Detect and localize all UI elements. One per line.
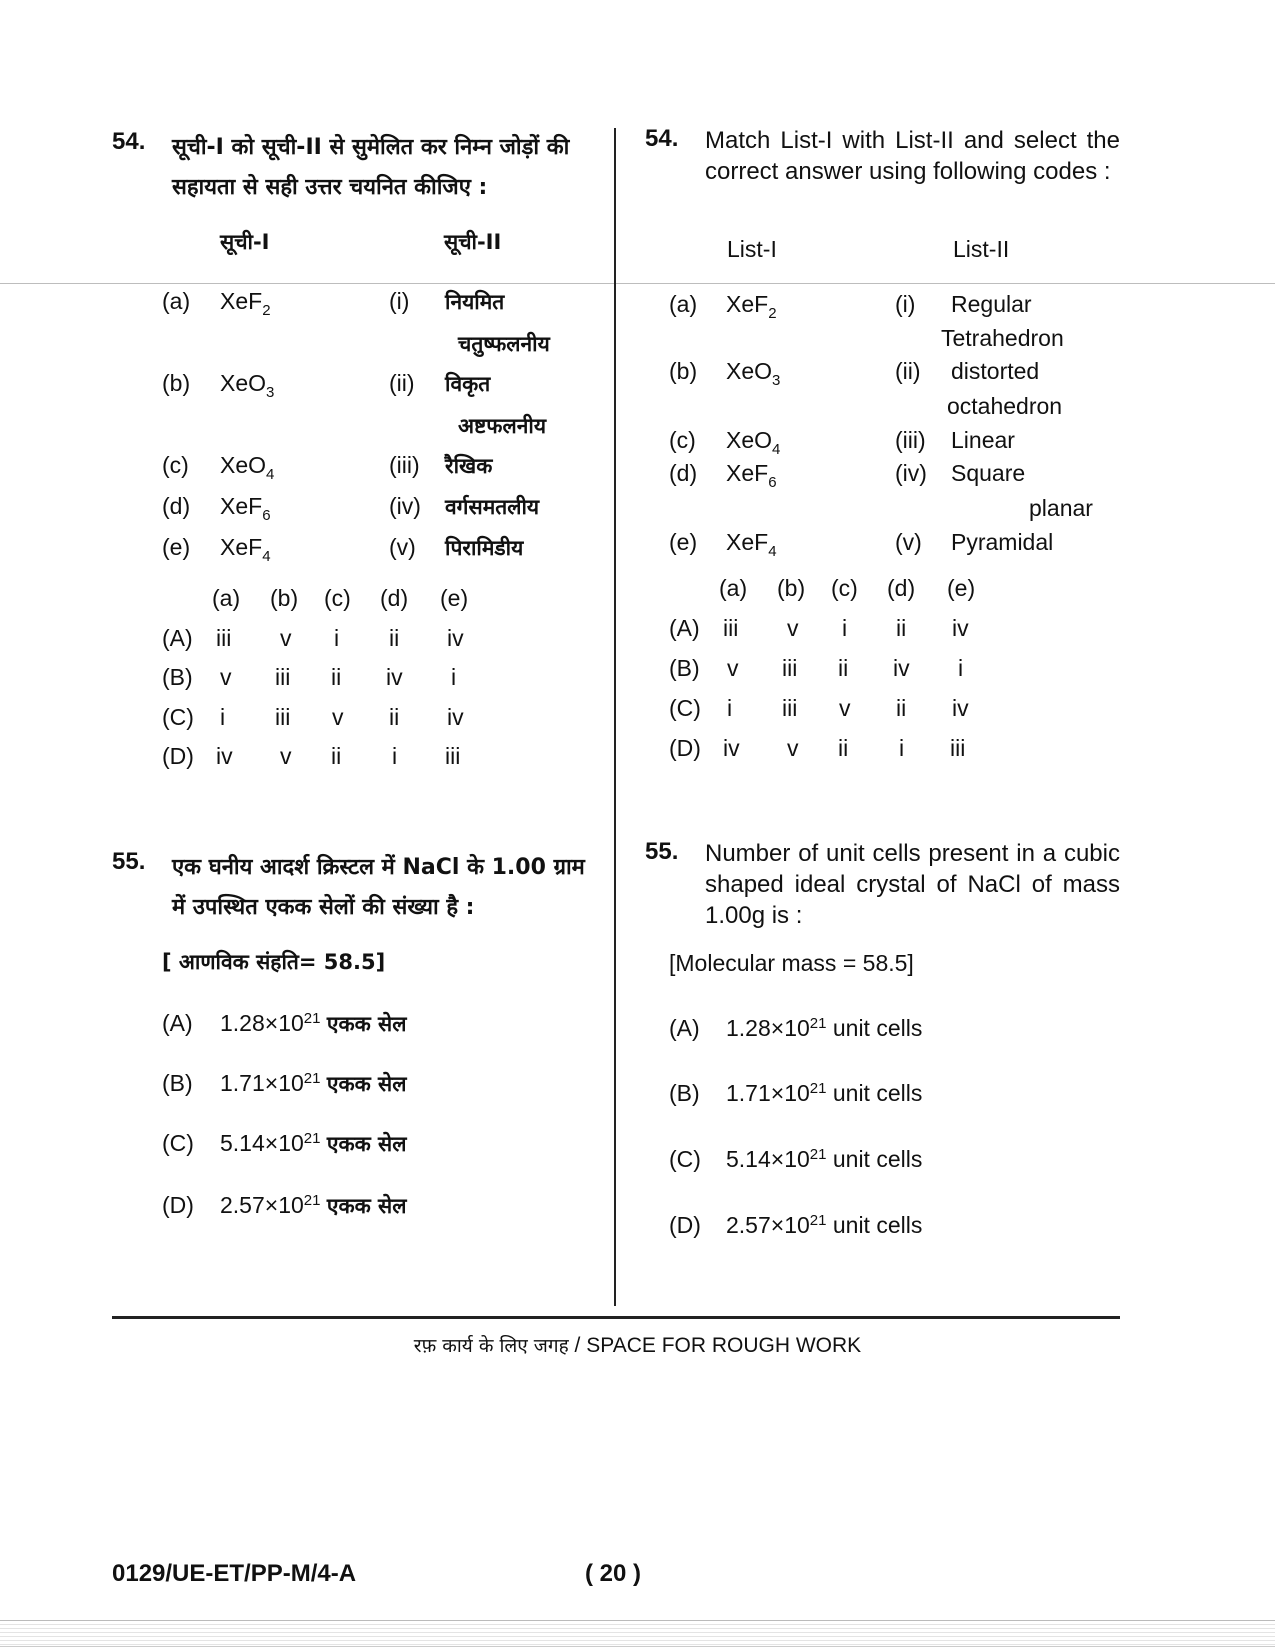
item-label: (e) <box>162 534 191 560</box>
option-value: i <box>842 615 848 641</box>
item-code: (iv) <box>895 460 927 486</box>
option-value: iii <box>723 615 739 641</box>
option-value: ii <box>896 695 907 721</box>
item-code: (ii) <box>389 370 415 396</box>
option-label: (A) <box>162 625 193 651</box>
option-label: (B) <box>162 1070 193 1096</box>
option-value: v <box>787 735 799 761</box>
option-value: iii <box>275 704 291 730</box>
question-number: 54. <box>645 125 679 152</box>
option-value: v <box>220 664 232 690</box>
option-label: (B) <box>669 655 700 681</box>
option-value: iii <box>782 695 798 721</box>
option-value: v <box>839 695 851 721</box>
item-code: (v) <box>895 529 922 555</box>
option-value: iv <box>447 704 464 730</box>
option-value: $1.71\times 10^{21}$ unit cells <box>726 1080 923 1106</box>
grid-header: (e) <box>947 575 976 601</box>
item-match: Linear <box>951 427 1015 453</box>
rough-work-hindi: रफ़ कार्य के लिए जगह <box>413 1335 569 1357</box>
option-label: (C) <box>162 1130 194 1156</box>
option-label: (C) <box>669 695 701 721</box>
item-formula: XeF$_2$ <box>220 288 271 319</box>
item-label: (a) <box>669 291 698 317</box>
question-number: 54. <box>112 128 146 155</box>
option-value: iii <box>275 664 291 690</box>
grid-header: (d) <box>887 575 916 601</box>
item-formula: XeO$_3$ <box>726 358 781 389</box>
option-value: ii <box>389 625 400 651</box>
item-label: (b) <box>162 370 191 396</box>
item-label: (d) <box>162 493 191 519</box>
option-label: (D) <box>162 1192 194 1218</box>
option-value: iv <box>447 625 464 651</box>
option-value: iv <box>386 664 403 690</box>
question-text: Match List-I with List-II and select the correct answer using following codes : <box>705 127 1120 185</box>
grid-header: (b) <box>270 585 299 611</box>
option-label: (C) <box>669 1146 701 1172</box>
option-value: i <box>958 655 964 681</box>
option-value: $1.71\times 10^{21}$ एकक सेल <box>220 1070 407 1096</box>
option-value: $5.14\times 10^{21}$ एकक सेल <box>220 1130 407 1156</box>
question-text: Number of unit cells present in a cubic shaped ideal crystal of NaCl of mass 1.00g is : <box>705 840 1120 929</box>
option-label: (A) <box>669 615 700 641</box>
option-value: iii <box>950 735 966 761</box>
option-label: (A) <box>669 1015 700 1041</box>
option-value: ii <box>331 664 342 690</box>
item-formula: XeO$_3$ <box>220 370 275 401</box>
grid-header: (e) <box>440 585 469 611</box>
question-number: 55. <box>112 848 146 875</box>
grid-header: (c) <box>831 575 858 601</box>
option-value: iii <box>782 655 798 681</box>
item-label: (a) <box>162 288 191 314</box>
item-formula: XeO$_4$ <box>220 452 275 483</box>
item-match: नियमित <box>445 290 505 314</box>
option-value: $1.28\times 10^{21}$ unit cells <box>726 1015 923 1041</box>
option-label: (D) <box>669 1212 701 1238</box>
item-match-cont: planar <box>1029 495 1093 521</box>
item-formula: XeF$_4$ <box>726 529 777 560</box>
item-formula: XeF$_6$ <box>726 460 777 491</box>
question-text: एक घनीय आदर्श क्रिस्टल में NaCl के 1.00 ग्राम में उपस्थित एकक सेलों की संख्या है : <box>172 855 585 920</box>
option-value: i <box>899 735 905 761</box>
rough-work-separator: / <box>574 1334 581 1357</box>
item-match: Pyramidal <box>951 529 1054 555</box>
option-value: ii <box>838 735 849 761</box>
page-number: ( 20 ) <box>585 1560 642 1587</box>
item-code: (i) <box>389 288 410 314</box>
option-value: $5.14\times 10^{21}$ unit cells <box>726 1146 923 1172</box>
item-match: रैखिक <box>445 454 493 478</box>
option-label: (C) <box>162 704 194 730</box>
scan-edge <box>0 1620 1275 1647</box>
column-divider <box>614 128 616 1306</box>
option-value: i <box>727 695 733 721</box>
grid-header: (a) <box>212 585 241 611</box>
molecular-mass-note: [Molecular mass = 58.5] <box>669 950 914 976</box>
option-value: iii <box>216 625 232 651</box>
item-label: (e) <box>669 529 698 555</box>
option-label: (B) <box>162 664 193 690</box>
item-match: Square <box>951 460 1026 486</box>
option-value: $2.57\times 10^{21}$ unit cells <box>726 1212 923 1238</box>
grid-header: (c) <box>324 585 351 611</box>
item-match: distorted <box>951 358 1040 384</box>
item-code: (iv) <box>389 493 421 519</box>
option-value: iii <box>445 743 461 769</box>
item-label: (c) <box>162 452 189 478</box>
bottom-rule <box>112 1316 1120 1319</box>
grid-header: (a) <box>719 575 748 601</box>
item-match-cont: अष्टफलनीय <box>458 414 547 438</box>
item-label: (c) <box>669 427 696 453</box>
option-value: iv <box>723 735 740 761</box>
question-text: सूची-I को सूची-II से सुमेलित कर निम्न जोड़ों की सहायता से सही उत्तर चयनित कीजिए : <box>172 135 570 200</box>
option-value: i <box>220 704 226 730</box>
option-value: $1.28\times 10^{21}$ एकक सेल <box>220 1010 407 1036</box>
list2-header: सूची-II <box>444 230 502 254</box>
item-formula: XeF$_6$ <box>220 493 271 524</box>
option-value: v <box>787 615 799 641</box>
item-formula: XeF$_4$ <box>220 534 271 565</box>
item-match: Regular <box>951 291 1032 317</box>
molecular-mass-note: [ आणविक संहति= 58.5] <box>162 950 386 974</box>
question-number: 55. <box>645 838 679 865</box>
item-match-cont: Tetrahedron <box>941 325 1064 351</box>
paper-code: 0129/UE-ET/PP-M/4-A <box>112 1560 357 1587</box>
item-formula: XeF$_2$ <box>726 291 777 322</box>
rough-work-caption <box>0 1332 1275 1358</box>
option-label: (A) <box>162 1010 193 1036</box>
option-value: ii <box>838 655 849 681</box>
option-value: v <box>332 704 344 730</box>
option-value: ii <box>389 704 400 730</box>
grid-header: (d) <box>380 585 409 611</box>
item-match-cont: चतुष्फलनीय <box>458 332 550 356</box>
rough-work-english: SPACE FOR ROUGH WORK <box>586 1334 862 1357</box>
item-formula: XeO$_4$ <box>726 427 781 458</box>
list2-header: List-II <box>953 236 1010 262</box>
option-value: v <box>280 743 292 769</box>
item-match: पिरामिडीय <box>445 536 524 560</box>
option-value: iv <box>216 743 233 769</box>
option-label: (B) <box>669 1080 700 1106</box>
option-value: v <box>280 625 292 651</box>
option-value: i <box>451 664 457 690</box>
option-value: ii <box>896 615 907 641</box>
item-label: (d) <box>669 460 698 486</box>
list1-header: List-I <box>727 236 777 262</box>
item-code: (iii) <box>895 427 926 453</box>
option-label: (D) <box>669 735 701 761</box>
faint-rule <box>0 283 1275 284</box>
option-value: $2.57\times 10^{21}$ एकक सेल <box>220 1192 407 1218</box>
item-code: (i) <box>895 291 916 317</box>
item-label: (b) <box>669 358 698 384</box>
option-label: (D) <box>162 743 194 769</box>
option-value: v <box>727 655 739 681</box>
option-value: ii <box>331 743 342 769</box>
option-value: i <box>334 625 340 651</box>
item-match-cont: octahedron <box>947 393 1063 419</box>
option-value: iv <box>952 615 969 641</box>
option-value: iv <box>952 695 969 721</box>
option-value: iv <box>893 655 910 681</box>
list1-header: सूची-I <box>220 230 270 254</box>
option-value: i <box>392 743 398 769</box>
grid-header: (b) <box>777 575 806 601</box>
item-code: (v) <box>389 534 416 560</box>
item-match: वर्गसमतलीय <box>445 495 540 519</box>
item-code: (ii) <box>895 358 921 384</box>
item-match: विकृत <box>445 372 491 396</box>
item-code: (iii) <box>389 452 420 478</box>
